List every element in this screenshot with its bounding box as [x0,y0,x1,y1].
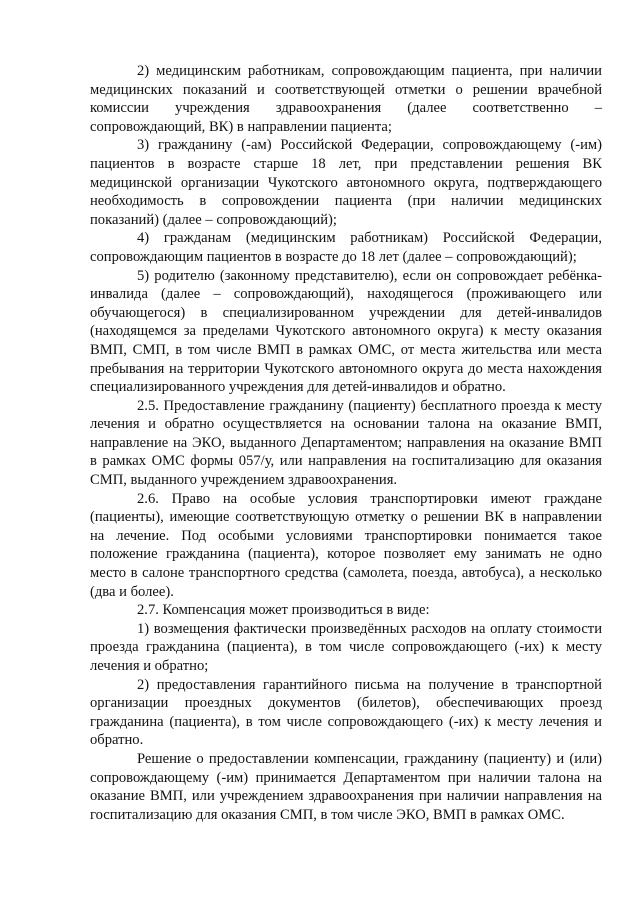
paragraph-item-2-medical-workers: 2) медицинским работникам, сопровождающим пациента, при наличии медицинских показаний и соответствующей отметки о решении врачебной комиссии учреждения здравоохранения (далее соответственно – сопровождающий, ВК) в направлении пациента; [90,63,602,135]
paragraph-2-7-item-2: 2) предоставления гарантийного письма на получение в транспортной организации проездных документов (билетов), обеспечивающих проезд гражданина (пациента), в том числе сопровождающего (-их) к месту лечения и обратно. [90,676,602,749]
paragraph-2-6: 2.6. Право на особые условия транспортировки имеют граждане (пациенты), имеющие соответствующую отметку о решении ВК в направлении на лечение. Под особыми условиями транспортировки понимается такое положение гражданина (пациента), которое позволяет ему занимать не одно место в салоне транспортного средства (самолета, поезда, автобуса), а несколько (два и более). [90,490,602,600]
paragraph-item-3-citizens-over-18: 3) гражданину (-ам) Российской Федерации, сопровождающему (-им) пациентов в возрасте старше 18 лет, при представлении решения ВК медицинской организации Чукотского автономного округа, подтверждающего необходимость в сопровождении пациента (при наличии медицинских показаний) (далее – сопровождающий); [90,137,602,228]
paragraph-2-5: 2.5. Предоставление гражданину (пациенту) бесплатного проезда к месту лечения и обратно осуществляется на основании талона на оказание ВМП, направление на ЭКО, выданного Департаментом; направления на оказание ВМП в рамках ОМС формы 057/у, или направления на госпитализацию для оказания СМП, выданного учреждением здравоохранения. [90,397,602,489]
paragraph-decision: Решение о предоставлении компенсации, гражданину (пациенту) и (или) сопровождающему (-им) принимается Департаментом при наличии талона на оказание ВМП, или учреждением здравоохранения при наличии направления на госпитализацию для оказания СМП, в том числе ЭКО, ВМП в рамках ОМС. [90,750,602,823]
paragraph-item-5-parent: 5) родителю (законному представителю), если он сопровождает ребёнка-инвалида (далее – сопровождающий), находящегося (проживающего или обучающегося) в специализированном учреждении для детей-инвалидов (находящемся за пределами Чукотского автономного округа) к месту оказания ВМП, СМП, в том числе ВМП в рамках ОМС, от места жительства или места пребывания на территории Чукотского автономного округа до места нахождения специализированного учреждения для детей-инвалидов и обратно. [90,267,602,396]
paragraph-2-7: 2.7. Компенсация может производиться в виде: [137,602,430,619]
document-page [90,62,602,824]
paragraph-item-4-citizens-under-18: 4) гражданам (медицинским работникам) Российской Федерации, сопровождающим пациентов в возрасте до 18 лет (далее – сопровождающий); [90,230,602,265]
paragraph-2-7-item-1: 1) возмещения фактически произведённых расходов на оплату стоимости проезда гражданина (пациента), в том числе сопровождающего (-их) к месту лечения и обратно; [90,620,602,674]
